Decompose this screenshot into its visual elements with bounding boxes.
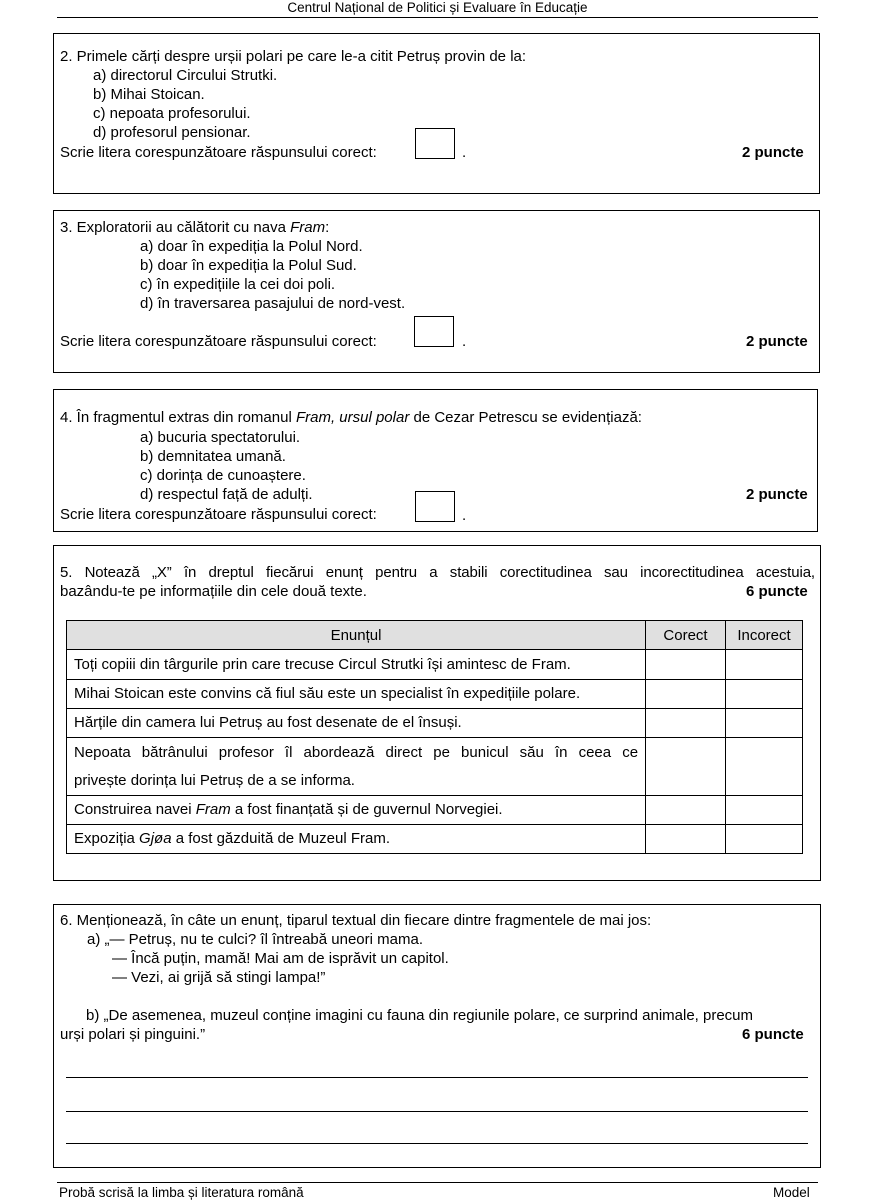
table-row — [67, 738, 803, 796]
statement-1: Toți copiii din târgurile prin care trecuse Circul Strutki își amintesc de Fram. — [67, 650, 646, 680]
table-row — [67, 680, 803, 709]
q5-points: 6 puncte — [746, 583, 808, 600]
incorrect-cell-3[interactable] — [726, 709, 803, 738]
correct-cell-6[interactable] — [646, 825, 726, 854]
correct-cell-3[interactable] — [646, 709, 726, 738]
header-incorrect: Incorect — [726, 621, 803, 650]
q4-instruction: Scrie litera corespunzătoare răspunsului corect: — [60, 506, 377, 523]
question-4-stem: 4. În fragmentul extras din romanul Fram, ursul polar de Cezar Petrescu se evidențiază: — [60, 409, 642, 426]
q3-answer-box[interactable] — [414, 316, 454, 347]
q3-option-a: a) doar în expediția la Polul Nord. — [140, 238, 363, 255]
q6-fragment-b-line2: urși polari și pinguini.” — [60, 1026, 206, 1043]
q2-instruction: Scrie litera corespunzătoare răspunsului corect: — [60, 144, 377, 161]
correct-cell-5[interactable] — [646, 796, 726, 825]
answer-line-1[interactable] — [66, 1077, 808, 1078]
footer-left: Probă scrisă la limba și literatura română — [59, 1185, 304, 1200]
q3-option-c: c) în expedițiile la cei doi poli. — [140, 276, 336, 293]
statement-5: Construirea navei Fram a fost finanțată și de guvernul Norvegiei. — [67, 796, 646, 825]
q4-option-a: a) bucuria spectatorului. — [140, 429, 301, 446]
question-6-stem: 6. Menționează, în câte un enunț, tiparul textual din fiecare dintre fragmentele de mai jos: — [60, 912, 652, 929]
question-5-stem-line1: 5. Notează „X” în dreptul fiecărui enunț pentru a stabili corectitudinea sau incorectitudinea acestuia, — [60, 564, 815, 581]
footer-right: Model — [773, 1185, 810, 1200]
statements-table — [66, 620, 803, 854]
q3-points: 2 puncte — [746, 333, 808, 350]
table-row — [67, 825, 803, 854]
statement-2: Mihai Stoican este convins că fiul său este un specialist în expedițiile polare. — [67, 680, 646, 709]
q3-option-b: b) doar în expediția la Polul Sud. — [140, 257, 357, 274]
q6-fragment-b-line1: b) „De asemenea, muzeul conține imagini cu fauna din regiunile polare, ce surprind animale, precum — [86, 1007, 754, 1024]
q2-answer-box[interactable] — [415, 128, 455, 159]
q6-points: 6 puncte — [742, 1026, 804, 1043]
footer-divider — [57, 1182, 818, 1183]
header-correct: Corect — [646, 621, 726, 650]
incorrect-cell-2[interactable] — [726, 680, 803, 709]
q3-option-d: d) în traversarea pasajului de nord-vest. — [140, 295, 406, 312]
incorrect-cell-6[interactable] — [726, 825, 803, 854]
question-2-stem: 2. Primele cărți despre urșii polari pe care le-a citit Petruș provin de la: — [60, 48, 527, 65]
q2-period: . — [462, 144, 467, 161]
incorrect-cell-1[interactable] — [726, 650, 803, 680]
correct-cell-1[interactable] — [646, 650, 726, 680]
statement-6: Expoziția Gjøa a fost găzduită de Muzeul Fram. — [67, 825, 646, 854]
table-row — [67, 709, 803, 738]
q6-fragment-a-line3: — Vezi, ai grijă să stingi lampa!” — [112, 969, 326, 986]
answer-line-3[interactable] — [66, 1143, 808, 1144]
question-3-stem: 3. Exploratorii au călătorit cu nava Fram: — [60, 219, 330, 236]
q4-option-d: d) respectul față de adulți. — [140, 486, 313, 503]
question-5-stem-line2: bazându-te pe informațiile din cele două texte. — [60, 583, 367, 600]
q3-instruction: Scrie litera corespunzătoare răspunsului corect: — [60, 333, 377, 350]
table-row — [67, 796, 803, 825]
table-header-row — [67, 621, 803, 650]
q4-answer-box[interactable] — [415, 491, 455, 522]
incorrect-cell-5[interactable] — [726, 796, 803, 825]
correct-cell-2[interactable] — [646, 680, 726, 709]
answer-line-2[interactable] — [66, 1111, 808, 1112]
statement-3: Hărțile din camera lui Petruș au fost desenate de el însuși. — [67, 709, 646, 738]
page-header: Centrul Național de Politici și Evaluare în Educație — [57, 0, 818, 18]
header-statement: Enunțul — [67, 621, 646, 650]
correct-cell-4[interactable] — [646, 738, 726, 796]
q4-option-c: c) dorința de cunoaștere. — [140, 467, 306, 484]
q2-option-a: a) directorul Circului Strutki. — [93, 67, 278, 84]
incorrect-cell-4[interactable] — [726, 738, 803, 796]
q2-option-d: d) profesorul pensionar. — [93, 124, 251, 141]
q2-option-c: c) nepoata profesorului. — [93, 105, 251, 122]
q6-fragment-a-line1: a) „— Petruș, nu te culci? îl întreabă uneori mama. — [87, 931, 423, 948]
q2-option-b: b) Mihai Stoican. — [93, 86, 205, 103]
statement-4: Nepoata bătrânului profesor îl abordează direct pe bunicul său în ceea ce privește dorința lui Petruș de a se informa. — [67, 738, 646, 796]
table-row — [67, 650, 803, 680]
q6-fragment-a-line2: — Încă puțin, mamă! Mai am de isprăvit un capitol. — [112, 950, 449, 967]
q2-points: 2 puncte — [742, 144, 804, 161]
q4-period: . — [462, 507, 467, 524]
q4-option-b: b) demnitatea umană. — [140, 448, 286, 465]
q3-period: . — [462, 333, 467, 350]
q4-points: 2 puncte — [746, 486, 808, 503]
